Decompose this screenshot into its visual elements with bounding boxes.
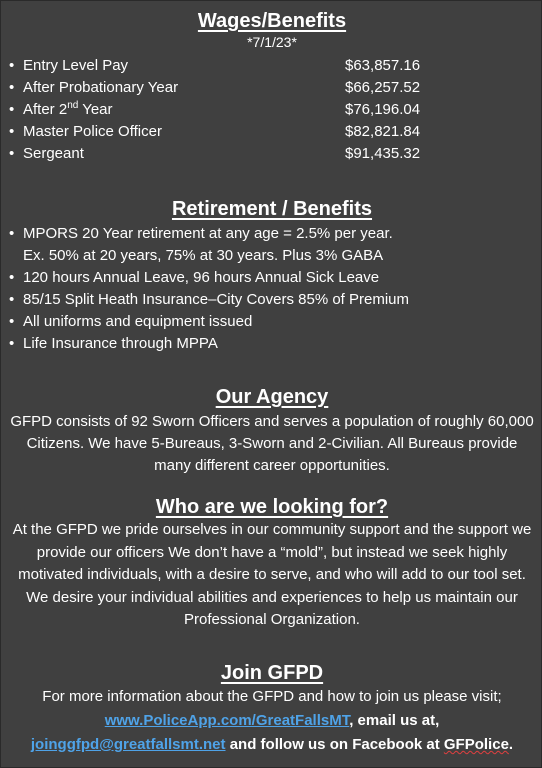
looking-title: Who are we looking for? bbox=[155, 496, 389, 518]
wage-item-sergeant: • Sergeant $91,435.32 bbox=[1, 143, 542, 165]
retirement-item-mpors-cont: Ex. 50% at 20 years, 75% at 30 years. Plus 3% GABA bbox=[23, 247, 384, 264]
retirement-title: Retirement / Benefits bbox=[171, 198, 373, 220]
looking-body: At the GFPD we pride ourselves in our community support and the support we provide our officers We don’t have a “mold”, but instead we seek highly motivated individuals, with a desire to serve, and who will add to our tool set. We desire your individual abilities and experiences to help us maintain our Professional Organization. bbox=[12, 521, 532, 628]
join-body: For more information about the GFPD and how to join us please visit; www.PoliceApp.com/GreatFallsMT, email us at, joinggfpd@greatfallsmt.net and follow us on Facebook at GFPolice. bbox=[30, 688, 514, 753]
policeapp-link[interactable]: www.PoliceApp.com/GreatFallsMT bbox=[104, 712, 350, 729]
email-link[interactable]: joinggfpd@greatfallsmt.net bbox=[30, 736, 226, 753]
wages-title: Wages/Benefits bbox=[197, 10, 347, 32]
benefit-item: • Life Insurance through MPPA bbox=[1, 333, 542, 355]
wages-list bbox=[1, 55, 542, 165]
wage-item-entry: • Entry Level Pay $63,857.16 bbox=[1, 55, 542, 77]
retirement-item-mpors: • MPORS 20 Year retirement at any age = 2.5% per year. bbox=[1, 223, 542, 245]
wages-section bbox=[1, 9, 542, 165]
benefit-item: • 120 hours Annual Leave, 96 hours Annual Sick Leave bbox=[1, 267, 542, 289]
facebook-handle: GFPolice bbox=[443, 736, 509, 753]
wages-date: *7/1/23* bbox=[247, 34, 297, 50]
retirement-section bbox=[1, 197, 542, 355]
agency-body: GFPD consists of 92 Sworn Officers and serves a population of roughly 60,000 Citizens. We have 5-Bureaus, 3-Sworn and 2-Civilian. All Bureaus provide many different career opportunities. bbox=[10, 413, 534, 474]
wage-item-second-year: • After 2nd Year $76,196.04 bbox=[1, 99, 542, 121]
join-title: Join GFPD bbox=[220, 662, 324, 684]
benefit-item: • All uniforms and equipment issued bbox=[1, 311, 542, 333]
looking-section bbox=[1, 495, 542, 632]
join-section bbox=[1, 661, 542, 757]
retirement-list bbox=[1, 223, 542, 245]
agency-title: Our Agency bbox=[215, 386, 329, 408]
agency-section bbox=[1, 385, 542, 477]
wage-item-probationary: • After Probationary Year $66,257.52 bbox=[1, 77, 542, 99]
benefits-list bbox=[1, 267, 542, 355]
join-line: For more information about the GFPD and how to join us please visit; bbox=[42, 688, 502, 705]
wage-item-master-officer: • Master Police Officer $82,821.84 bbox=[1, 121, 542, 143]
benefit-item: • 85/15 Split Heath Insurance–City Covers 85% of Premium bbox=[1, 289, 542, 311]
